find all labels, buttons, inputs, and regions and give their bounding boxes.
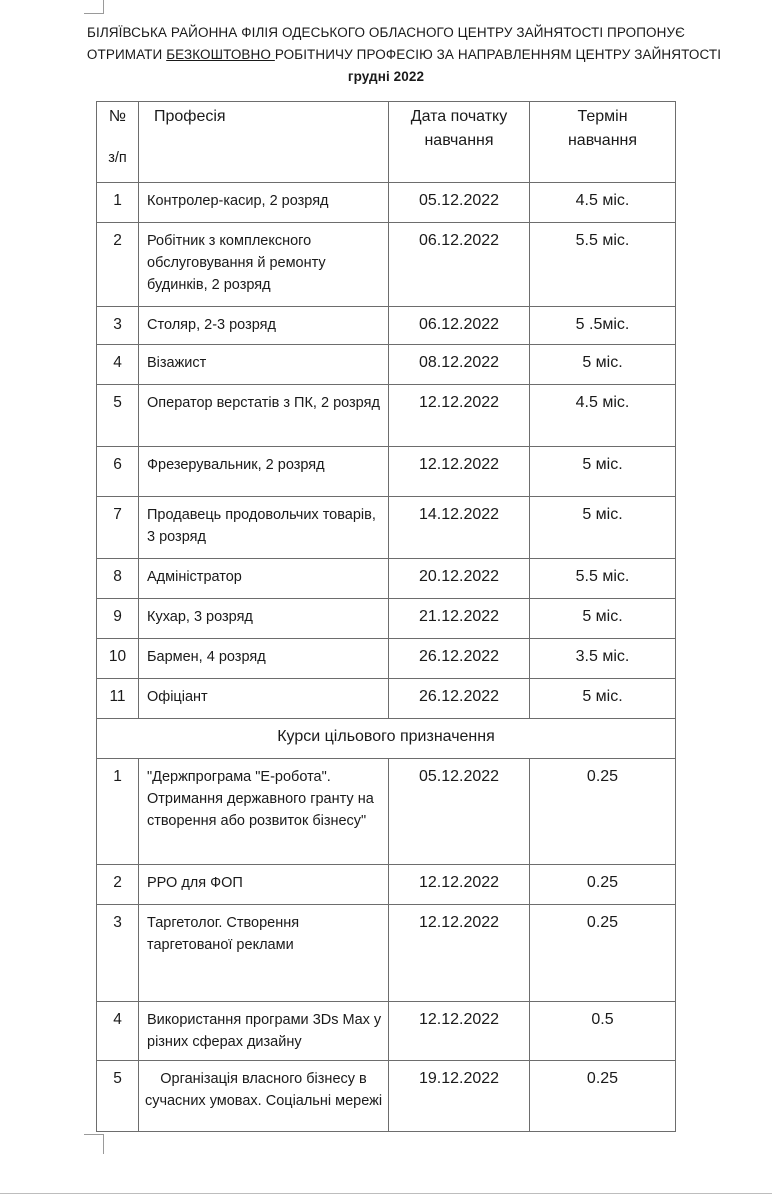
table-row: [97, 759, 676, 865]
row-number: 3: [97, 307, 139, 345]
duration: 0.25: [530, 865, 676, 905]
duration: 0.5: [530, 1002, 676, 1061]
start-date: 08.12.2022: [389, 345, 530, 385]
duration: 3.5 міс.: [530, 639, 676, 679]
profession-name: Продавець продовольчих товарів, 3 розряд: [139, 497, 389, 559]
header-line-2: [0, 44, 772, 66]
start-date: 12.12.2022: [389, 905, 530, 1002]
header-line-2-underlined: БЕЗКОШТОВНО: [166, 47, 275, 62]
table-row: [97, 679, 676, 719]
duration: 0.25: [530, 1061, 676, 1132]
start-date: 26.12.2022: [389, 679, 530, 719]
row-number: 2: [97, 865, 139, 905]
table-row: [97, 639, 676, 679]
header-num-sub: з/п: [108, 150, 127, 166]
table-row: [97, 345, 676, 385]
duration: 5 міс.: [530, 497, 676, 559]
table-row: [97, 385, 676, 447]
table-row: [97, 1002, 676, 1061]
start-date: 05.12.2022: [389, 183, 530, 223]
duration: 5 міс.: [530, 345, 676, 385]
row-number: 5: [97, 1061, 139, 1132]
table-row: [97, 307, 676, 345]
section-row: [97, 719, 676, 759]
professions-table: [96, 101, 676, 1132]
row-number: 10: [97, 639, 139, 679]
duration: 0.25: [530, 759, 676, 865]
profession-name: "Держпрограма "Е-робота". Отримання державного гранту на створення або розвиток бізнесу": [139, 759, 389, 865]
duration: 5.5 міс.: [530, 223, 676, 307]
page-bottom-edge: [0, 1193, 772, 1194]
row-number: 8: [97, 559, 139, 599]
duration: 0.25: [530, 905, 676, 1002]
profession-name: Робітник з комплексного обслуговування й ремонту будинків, 2 розряд: [139, 223, 389, 307]
table-row: [97, 905, 676, 1002]
header-start-date-line2: навчання: [424, 132, 494, 149]
header-line-2-pre: ОТРИМАТИ: [86, 47, 167, 62]
table-row: [97, 223, 676, 307]
start-date: 12.12.2022: [389, 447, 530, 497]
row-number: 9: [97, 599, 139, 639]
duration: 5.5 міс.: [530, 559, 676, 599]
start-date: 12.12.2022: [389, 385, 530, 447]
crop-mark-top-v: [103, 0, 104, 14]
row-number: 5: [97, 385, 139, 447]
start-date: 06.12.2022: [389, 223, 530, 307]
profession-name: Таргетолог. Створення таргетованої реклами: [139, 905, 389, 1002]
profession-name: Кухар, 3 розряд: [139, 599, 389, 639]
table-row: [97, 599, 676, 639]
section-title: Курси цільового призначення: [97, 719, 676, 759]
row-number: 1: [97, 183, 139, 223]
header-line-1: БІЛЯЇВСЬКА РАЙОННА ФІЛІЯ ОДЕСЬКОГО ОБЛАСНОГО ЦЕНТРУ ЗАЙНЯТОСТІ ПРОПОНУЄ: [87, 25, 685, 40]
header-term-line2: навчання: [567, 132, 638, 149]
header-num-cell: [97, 102, 139, 183]
header-num: №: [108, 108, 127, 125]
start-date: 06.12.2022: [389, 307, 530, 345]
profession-name: Фрезерувальник, 2 розряд: [139, 447, 389, 497]
table-row: [97, 559, 676, 599]
duration: 4.5 міс.: [530, 183, 676, 223]
row-number: 3: [97, 905, 139, 1002]
row-number: 6: [97, 447, 139, 497]
profession-name: Адміністратор: [139, 559, 389, 599]
duration: 5 міс.: [530, 679, 676, 719]
crop-mark-bottom-v: [103, 1134, 104, 1154]
crop-mark-top-h: [84, 13, 103, 14]
header-start-date-line1: Дата початку: [410, 108, 508, 125]
profession-name: Контролер-касир, 2 розряд: [139, 183, 389, 223]
start-date: 20.12.2022: [389, 559, 530, 599]
row-number: 4: [97, 345, 139, 385]
start-date: 21.12.2022: [389, 599, 530, 639]
profession-name: Бармен, 4 розряд: [139, 639, 389, 679]
start-date: 26.12.2022: [389, 639, 530, 679]
header-line-2-post: РОБІТНИЧУ ПРОФЕСІЮ ЗА НАПРАВЛЕННЯМ ЦЕНТРУ ЗАЙНЯТОСТІ: [274, 47, 722, 62]
crop-mark-bottom-h: [84, 1134, 103, 1135]
header-start-date: [389, 102, 530, 183]
header-term-line1: Термін: [577, 108, 628, 125]
duration: 4.5 міс.: [530, 385, 676, 447]
duration: 5 міс.: [530, 447, 676, 497]
start-date: 19.12.2022: [389, 1061, 530, 1132]
document-header: [0, 22, 772, 88]
profession-name: Столяр, 2-3 розряд: [139, 307, 389, 345]
row-number: 11: [97, 679, 139, 719]
header-profession: Професія: [139, 102, 389, 183]
profession-name: Організація власного бізнесу в сучасних умовах. Соціальні мережі: [139, 1061, 389, 1132]
table-row: [97, 447, 676, 497]
duration: 5 .5міс.: [530, 307, 676, 345]
start-date: 14.12.2022: [389, 497, 530, 559]
table-row: [97, 1061, 676, 1132]
row-number: 2: [97, 223, 139, 307]
table-row: [97, 183, 676, 223]
header-line-3: грудні 2022: [347, 69, 425, 84]
start-date: 12.12.2022: [389, 865, 530, 905]
profession-name: Візажист: [139, 345, 389, 385]
start-date: 12.12.2022: [389, 1002, 530, 1061]
row-number: 7: [97, 497, 139, 559]
duration: 5 міс.: [530, 599, 676, 639]
profession-name: Використання програми 3Ds Max у різних сферах дизайну: [139, 1002, 389, 1061]
profession-name: РРО для ФОП: [139, 865, 389, 905]
table-header-row: [97, 102, 676, 183]
row-number: 4: [97, 1002, 139, 1061]
profession-name: Офіціант: [139, 679, 389, 719]
start-date: 05.12.2022: [389, 759, 530, 865]
table-row: [97, 497, 676, 559]
table-row: [97, 865, 676, 905]
header-term: [530, 102, 676, 183]
profession-name: Оператор верстатів з ПК, 2 розряд: [139, 385, 389, 447]
row-number: 1: [97, 759, 139, 865]
